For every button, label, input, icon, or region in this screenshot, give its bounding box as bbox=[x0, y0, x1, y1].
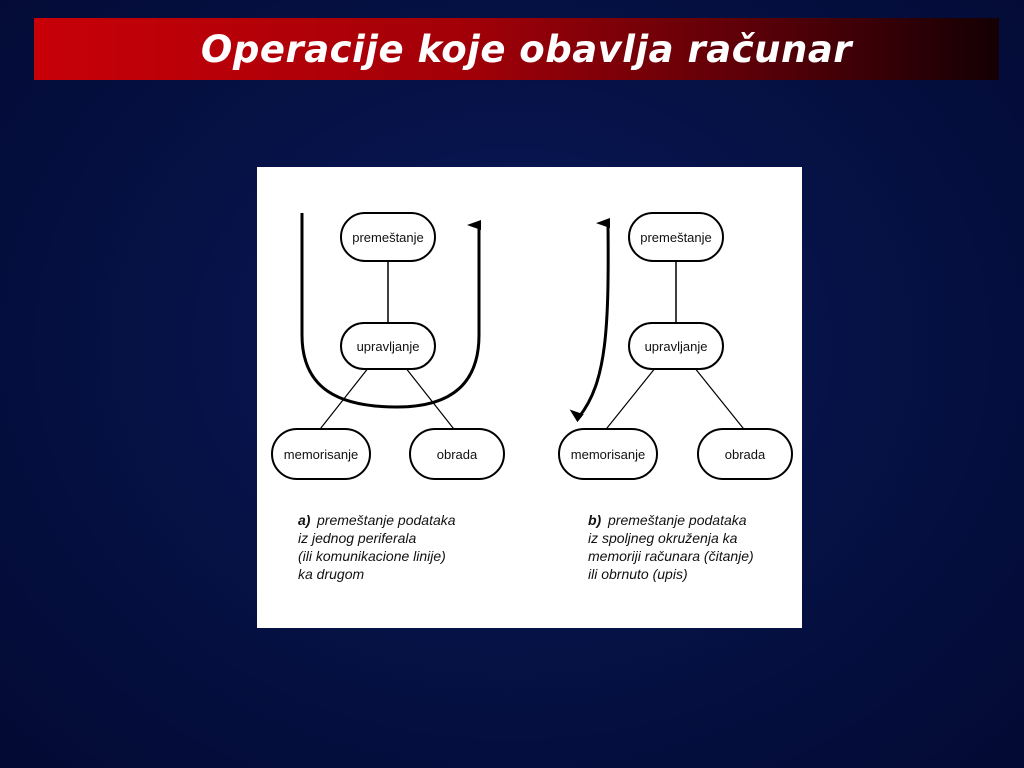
diagram-a-caption-letter: a) bbox=[298, 512, 311, 528]
diagram-b-caption-line-4: ili obrnuto (upis) bbox=[588, 566, 688, 582]
diagram-b-caption-line-3: memoriji računara (čitanje) bbox=[588, 548, 754, 564]
diagram-b-node-left bbox=[559, 429, 657, 479]
diagram-b-node-right bbox=[698, 429, 792, 479]
diagram-b-flow-arrow bbox=[579, 223, 608, 417]
diagram-a bbox=[272, 213, 504, 582]
diagram-b-node-middle-label: upravljanje bbox=[644, 339, 708, 354]
diagram-a-link-middle-right bbox=[405, 367, 457, 433]
diagram-a-caption bbox=[298, 512, 456, 582]
diagram-a-caption-line-3: (ili komunikacione linije) bbox=[298, 548, 446, 564]
diagram-b-caption bbox=[588, 512, 754, 582]
diagram-b-node-top bbox=[629, 213, 723, 261]
diagram-b-node-middle bbox=[629, 323, 723, 369]
diagram-a-node-middle-label: upravljanje bbox=[356, 339, 420, 354]
diagram-b-link-middle-left bbox=[603, 367, 656, 433]
operations-diagram bbox=[257, 167, 802, 628]
diagram-a-node-right bbox=[410, 429, 504, 479]
diagram-b-node-left-label: memorisanje bbox=[570, 447, 646, 462]
diagram-a-caption-line-2: iz jednog periferala bbox=[298, 530, 417, 546]
diagram-b-caption-line-1: premeštanje podataka bbox=[608, 512, 747, 528]
figure-panel bbox=[257, 167, 802, 628]
diagram-b bbox=[559, 213, 792, 582]
diagram-b-node-right-label: obrada bbox=[724, 447, 766, 462]
slide-title-bar bbox=[34, 18, 999, 80]
diagram-b-caption-line-2: iz spoljneg okruženja ka bbox=[588, 530, 738, 546]
diagram-a-node-left-label: memorisanje bbox=[283, 447, 359, 462]
diagram-a-node-top bbox=[341, 213, 435, 261]
diagram-a-node-left bbox=[272, 429, 370, 479]
slide-title: Operacije koje obavlja računar bbox=[200, 27, 853, 71]
diagram-a-caption-line-4: ka drugom bbox=[298, 566, 365, 582]
diagram-b-caption-letter: b) bbox=[588, 512, 602, 528]
diagram-b-node-top-label: premeštanje bbox=[640, 230, 712, 245]
diagram-a-node-right-label: obrada bbox=[436, 447, 478, 462]
diagram-a-node-middle bbox=[341, 323, 435, 369]
diagram-a-node-top-label: premeštanje bbox=[352, 230, 424, 245]
diagram-b-link-middle-right bbox=[694, 367, 747, 433]
diagram-a-caption-line-1: premeštanje podataka bbox=[317, 512, 456, 528]
